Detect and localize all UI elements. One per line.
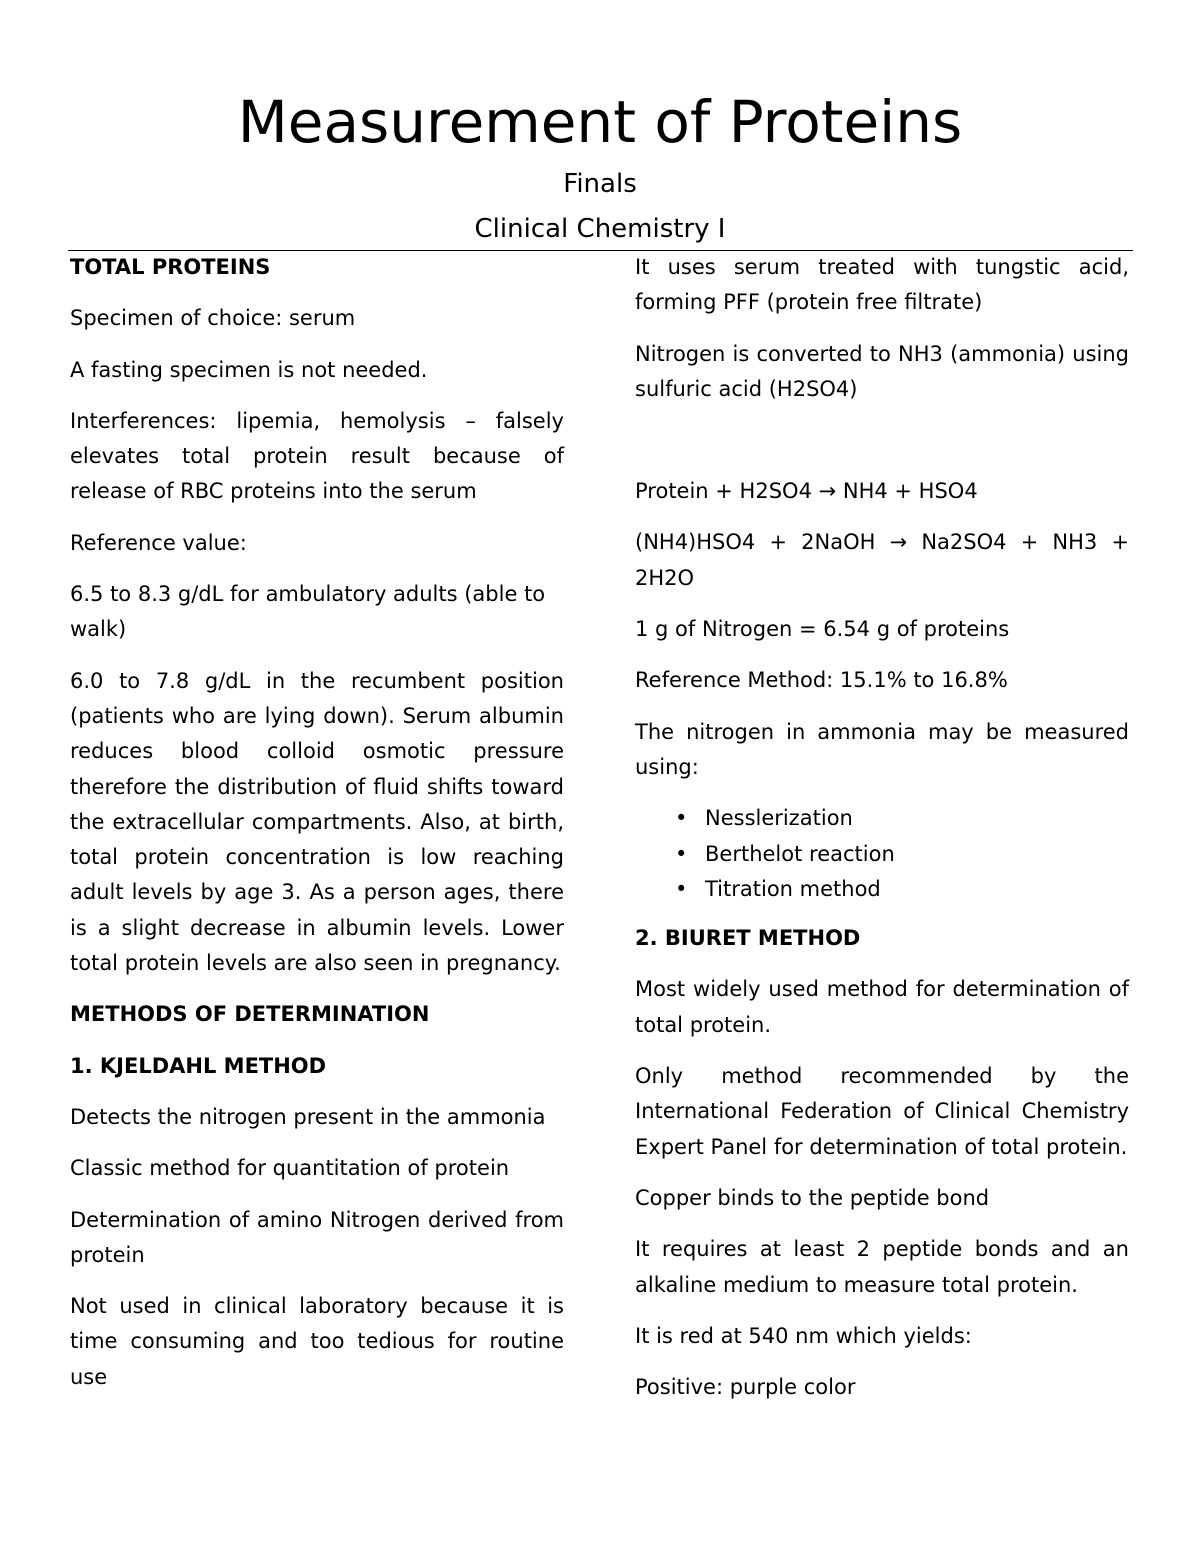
list-item xyxy=(635,872,1129,907)
specimen-text: Specimen of choice: serum xyxy=(70,306,356,331)
tungstic-acid-text: It uses serum treated with tungstic acid, forming PFF (protein free filtrate) xyxy=(635,255,1129,315)
section-heading-biuret: 2. BIURET METHOD xyxy=(635,926,861,951)
fasting-text: A fasting specimen is not needed. xyxy=(70,357,428,382)
list-item-label: Berthelot reaction xyxy=(705,841,895,866)
section-heading-methods: METHODS OF DETERMINATION xyxy=(70,1002,430,1027)
nitrogen-conversion-text: 1 g of Nitrogen = 6.54 g of proteins xyxy=(635,617,1010,642)
reference-ambulatory-text: 6.5 to 8.3 g/dL for ambulatory adults (able to walk) xyxy=(70,582,546,642)
measured-using-text: The nitrogen in ammonia may be measured using: xyxy=(635,719,1129,779)
equation-1: Protein + H2SO4 → NH4 + HSO4 xyxy=(635,479,978,504)
nitrogen-converted-text: Nitrogen is converted to NH3 (ammonia) using sulfuric acid (H2SO4) xyxy=(635,341,1129,401)
blank-space xyxy=(635,423,1129,474)
reference-recumbent-text: 6.0 to 7.8 g/dL in the recumbent position (patients who are lying down). Serum albumin reduces blood colloid osmotic pressure therefore the distribution of fluid shifts toward the extracellular compartments. Also, at birth, total protein concentration is low reaching adult levels by age 3. As a person ages, there is a slight decrease in albumin levels. Lower total protein levels are also seen in pregnancy. xyxy=(70,668,564,976)
biuret-only-method-text: Only method recommended by the International Federation of Clinical Chemistry Expert Panel for determination of total protein. xyxy=(635,1064,1129,1159)
kjeldahl-determination-text: Determination of amino Nitrogen derived from protein xyxy=(70,1207,564,1267)
biuret-positive-text: Positive: purple color xyxy=(635,1375,856,1400)
section-heading-kjeldahl: 1. KJELDAHL METHOD xyxy=(70,1053,327,1078)
list-item xyxy=(635,837,1129,872)
interferences-text: Interferences: lipemia, hemolysis – falsely elevates total protein result because of release of RBC proteins into the serum xyxy=(70,408,564,504)
kjeldahl-classic-text: Classic method for quantitation of protein xyxy=(70,1156,510,1181)
list-item-label: Nesslerization xyxy=(705,806,853,831)
bullet-icon: • xyxy=(675,806,688,831)
section-heading-total-proteins: TOTAL PROTEINS xyxy=(70,255,271,279)
reference-value-label: Reference value: xyxy=(70,530,247,555)
kjeldahl-not-used-text: Not used in clinical laboratory because it is time consuming and too tedious for routine use xyxy=(70,1294,564,1389)
biuret-copper-text: Copper binds to the peptide bond xyxy=(635,1185,990,1210)
kjeldahl-detects-text: Detects the nitrogen present in the ammonia xyxy=(70,1104,546,1129)
measurement-methods-list xyxy=(635,801,1129,907)
biuret-red-text: It is red at 540 nm which yields: xyxy=(635,1323,972,1348)
equation-2: (NH4)HSO4 + 2NaOH → Na2SO4 + NH3 + 2H2O xyxy=(635,530,1129,590)
list-item-label: Titration method xyxy=(705,876,881,901)
left-column xyxy=(70,250,564,1411)
bullet-icon: • xyxy=(675,876,688,901)
biuret-requires-text: It requires at least 2 peptide bonds and an alkaline medium to measure total protein. xyxy=(635,1237,1129,1297)
right-column xyxy=(635,250,1129,1421)
page-title: Measurement of Proteins xyxy=(237,88,963,156)
list-item xyxy=(635,801,1129,836)
biuret-most-used-text: Most widely used method for determination of total protein. xyxy=(635,977,1129,1037)
reference-method-text: Reference Method: 15.1% to 16.8% xyxy=(635,668,1008,693)
course-name: Clinical Chemistry I xyxy=(474,214,726,244)
bullet-icon: • xyxy=(675,841,688,866)
page-subtitle: Finals xyxy=(563,169,637,199)
